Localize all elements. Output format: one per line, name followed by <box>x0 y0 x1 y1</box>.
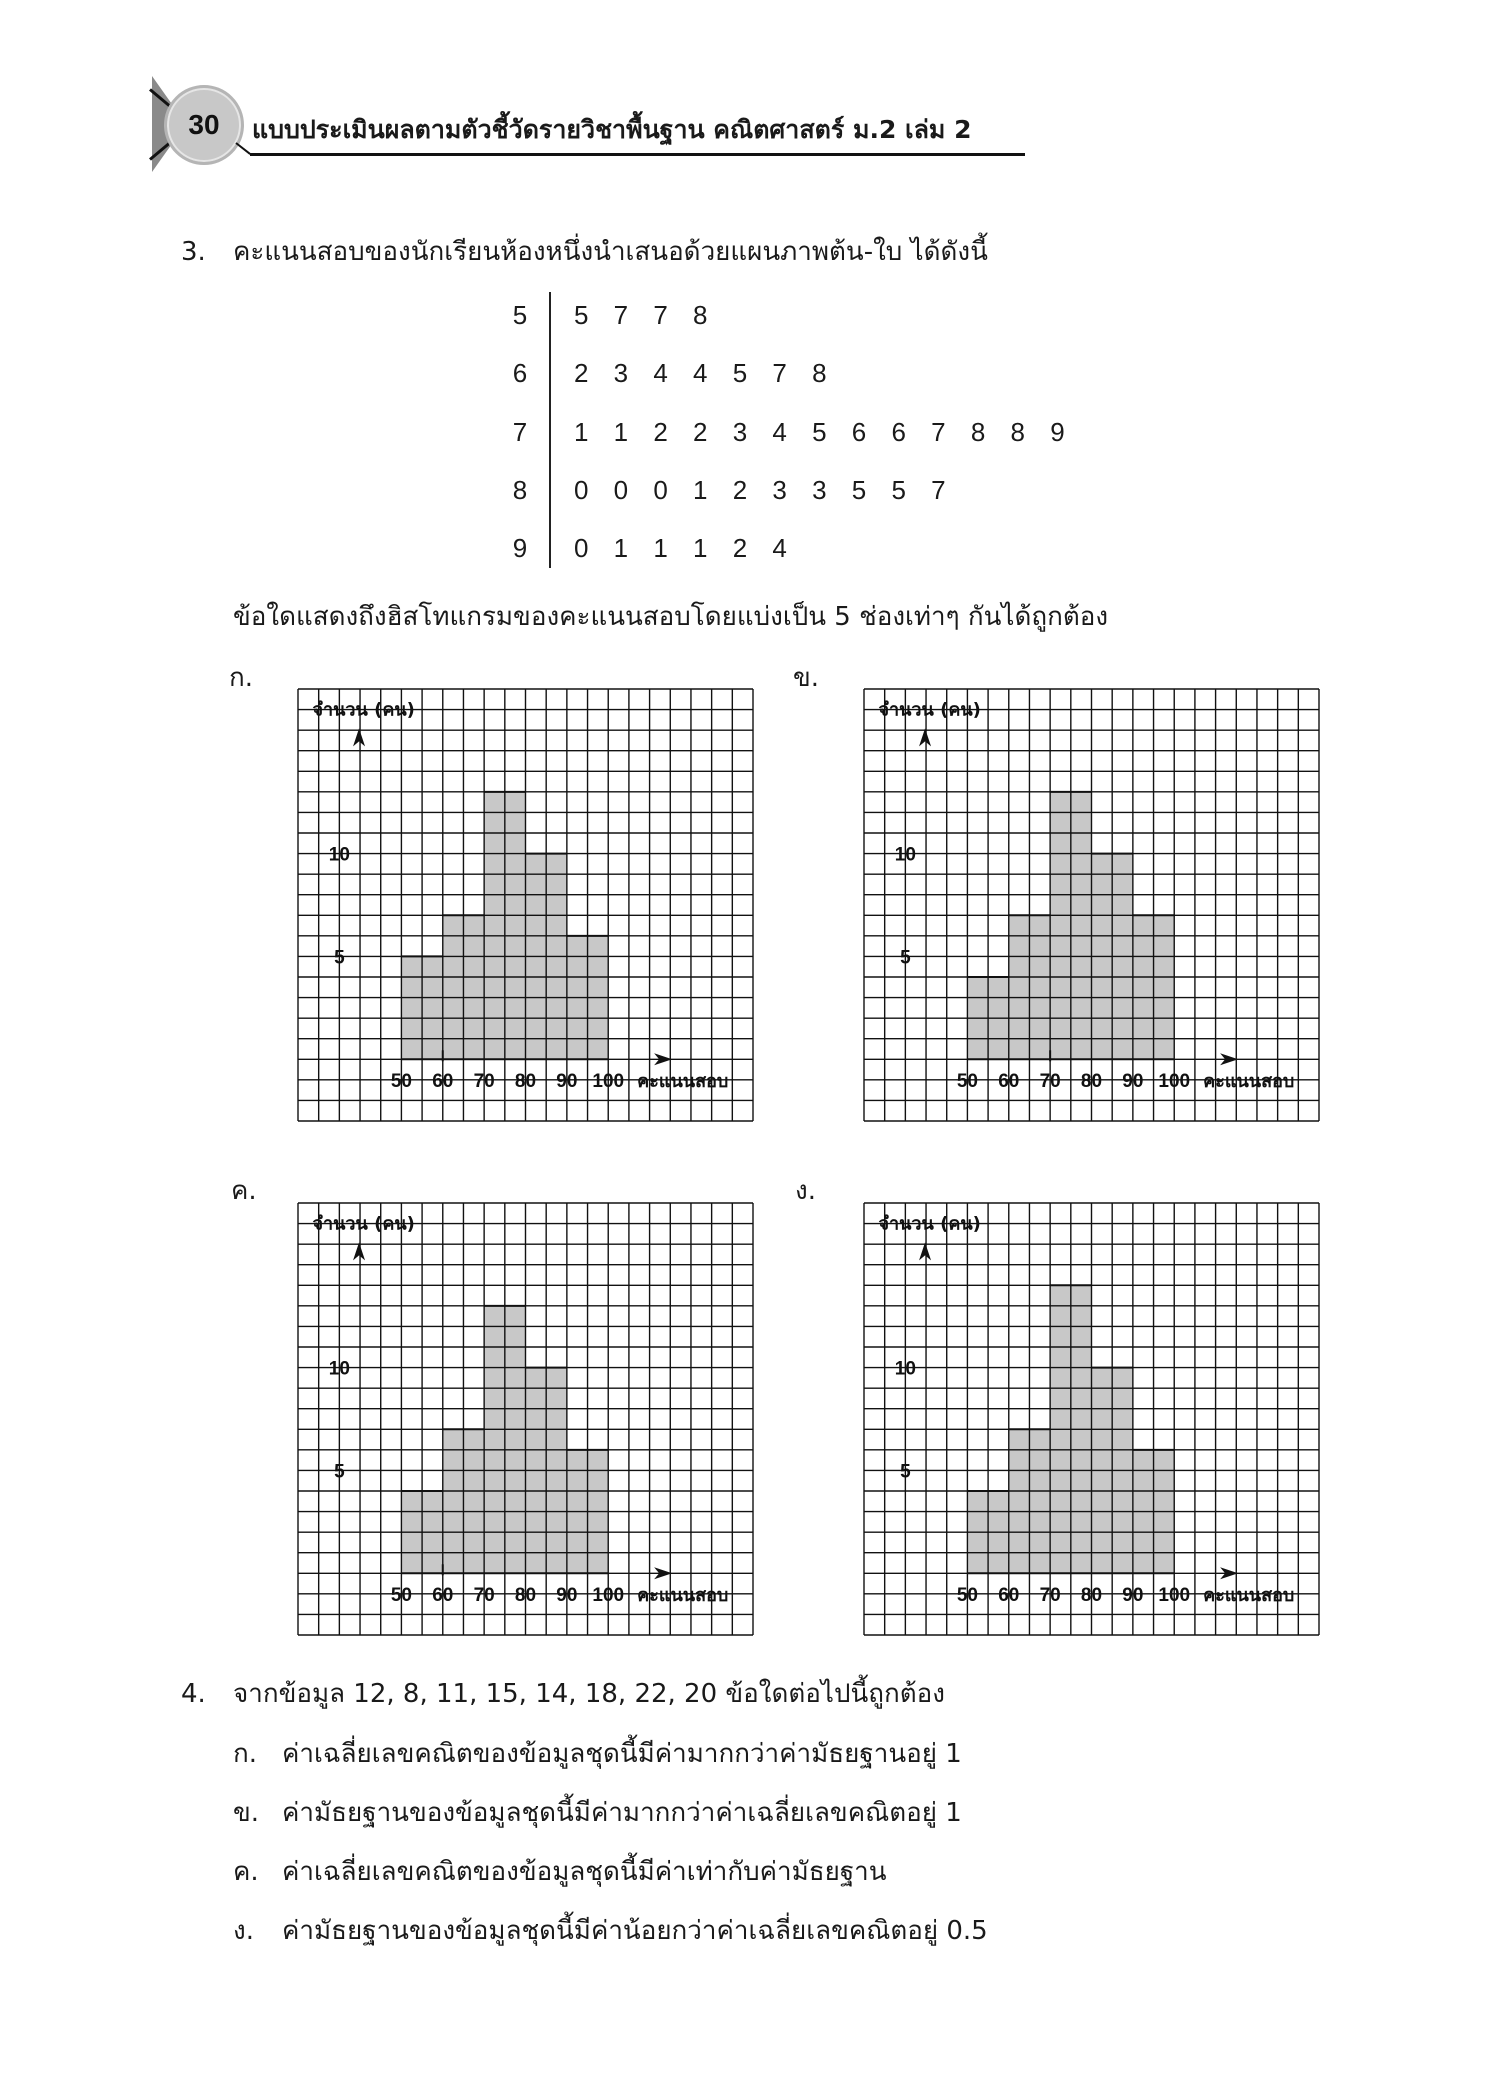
leaves: 1 1 2 2 3 4 5 6 6 7 8 8 9 <box>574 417 1074 447</box>
x-tick-label: 90 <box>556 1584 578 1606</box>
option-text[interactable]: ค่าเฉลี่ยเลขคณิตของข้อมูลชุดนี้มีค่ามากกว่าค่ามัธยฐานอยู่ 1 <box>282 1739 962 1769</box>
histogram-option-b <box>864 689 1320 1122</box>
option-label[interactable]: ง. <box>795 1176 816 1206</box>
x-tick-label: 100 <box>1158 1584 1191 1606</box>
header-rule-corner <box>235 142 250 155</box>
x-tick-label: 50 <box>956 1070 978 1092</box>
leaves: 0 0 0 1 2 3 3 5 5 7 <box>574 475 955 505</box>
x-tick-label: 70 <box>1039 1070 1061 1092</box>
question-text: คะแนนสอบของนักเรียนห้องหนึ่งนำเสนอด้วยแผนภาพต้น-ใบ ได้ดังนี้ <box>233 237 988 267</box>
question-number: 3. <box>181 237 206 267</box>
option-text[interactable]: ค่ามัธยฐานของข้อมูลชุดนี้มีค่ามากกว่าค่าเฉลี่ยเลขคณิตอยู่ 1 <box>282 1798 962 1828</box>
page-number-badge <box>164 85 244 165</box>
histogram-option-d <box>864 1203 1320 1636</box>
x-tick-label: 60 <box>998 1070 1020 1092</box>
y-tick-label: 5 <box>334 947 345 969</box>
x-axis-title: คะแนนสอบ <box>637 1070 729 1092</box>
x-tick-label: 70 <box>473 1584 495 1606</box>
option-label[interactable]: ค. <box>231 1176 257 1206</box>
y-axis-arrow-icon <box>919 1242 931 1260</box>
x-tick-label: 90 <box>1122 1584 1144 1606</box>
stem-leaf-divider <box>549 292 551 568</box>
option-text[interactable]: ค่ามัธยฐานของข้อมูลชุดนี้มีค่าน้อยกว่าค่าเฉลี่ยเลขคณิตอยู่ 0.5 <box>282 1916 988 1946</box>
option-label[interactable]: ง. <box>233 1916 254 1946</box>
y-tick-label: 5 <box>900 1461 911 1483</box>
header-rule <box>250 153 1025 156</box>
grid <box>298 1203 753 1635</box>
x-tick-label: 50 <box>956 1584 978 1606</box>
option-text[interactable]: ค่าเฉลี่ยเลขคณิตของข้อมูลชุดนี้มีค่าเท่ากับค่ามัธยฐาน <box>282 1857 887 1887</box>
x-tick-label: 50 <box>390 1584 412 1606</box>
histogram-option-c <box>298 1203 754 1636</box>
x-tick-label: 100 <box>592 1070 625 1092</box>
grid <box>864 1203 1319 1635</box>
x-tick-label: 50 <box>390 1070 412 1092</box>
y-tick-label: 10 <box>328 844 350 866</box>
y-axis-arrow-icon <box>353 728 365 746</box>
x-axis-title: คะแนนสอบ <box>637 1584 729 1606</box>
y-tick-label: 5 <box>334 1461 345 1483</box>
y-axis-arrow-icon <box>919 728 931 746</box>
stem: 7 <box>512 417 528 447</box>
book-title: แบบประเมินผลตามตัวชี้วัดรายวิชาพื้นฐาน คณิตศาสตร์ ม.2 เล่ม 2 <box>252 115 972 144</box>
question-text: จากข้อมูล 12, 8, 11, 15, 14, 18, 22, 20 ข้อใดต่อไปนี้ถูกต้อง <box>233 1679 945 1709</box>
option-label[interactable]: ก. <box>233 1739 258 1769</box>
x-axis-title: คะแนนสอบ <box>1203 1584 1295 1606</box>
stem: 6 <box>512 358 528 388</box>
x-tick-label: 60 <box>432 1070 454 1092</box>
option-label[interactable]: ข. <box>793 663 820 693</box>
y-tick-label: 10 <box>894 844 916 866</box>
y-tick-label: 5 <box>900 947 911 969</box>
leaves: 0 1 1 1 2 4 <box>574 533 796 563</box>
stem: 9 <box>512 533 528 563</box>
y-tick-label: 10 <box>894 1358 916 1380</box>
y-axis-arrow-icon <box>353 1242 365 1260</box>
x-tick-label: 60 <box>432 1584 454 1606</box>
y-tick-label: 10 <box>328 1358 350 1380</box>
grid <box>298 689 753 1121</box>
grid <box>864 689 1319 1121</box>
y-axis-title: จำนวน (คน) <box>878 699 981 721</box>
option-label[interactable]: ข. <box>233 1798 260 1828</box>
question-number: 4. <box>181 1679 206 1709</box>
histogram-option-a <box>298 689 754 1122</box>
y-axis-title: จำนวน (คน) <box>312 1213 415 1235</box>
stem: 5 <box>512 300 528 330</box>
page-number: 30 <box>188 109 220 140</box>
x-tick-label: 70 <box>1039 1584 1061 1606</box>
leaves: 2 3 4 4 5 7 8 <box>574 358 836 388</box>
x-tick-label: 80 <box>1080 1070 1103 1092</box>
x-tick-label: 100 <box>592 1584 625 1606</box>
x-tick-label: 60 <box>998 1584 1020 1606</box>
leaves: 5 7 7 8 <box>574 300 717 330</box>
x-tick-label: 80 <box>514 1070 537 1092</box>
x-tick-label: 80 <box>514 1584 537 1606</box>
y-axis-title: จำนวน (คน) <box>312 699 415 721</box>
question-prompt: ข้อใดแสดงถึงฮิสโทแกรมของคะแนนสอบโดยแบ่งเป็น 5 ช่องเท่าๆ กันได้ถูกต้อง <box>233 602 1109 632</box>
y-axis-title: จำนวน (คน) <box>878 1213 981 1235</box>
x-tick-label: 70 <box>473 1070 495 1092</box>
option-label[interactable]: ก. <box>229 663 254 693</box>
stem: 8 <box>512 475 528 505</box>
x-tick-label: 100 <box>1158 1070 1191 1092</box>
x-tick-label: 80 <box>1080 1584 1103 1606</box>
x-axis-title: คะแนนสอบ <box>1203 1070 1295 1092</box>
option-label[interactable]: ค. <box>233 1857 259 1887</box>
x-tick-label: 90 <box>556 1070 578 1092</box>
x-tick-label: 90 <box>1122 1070 1144 1092</box>
